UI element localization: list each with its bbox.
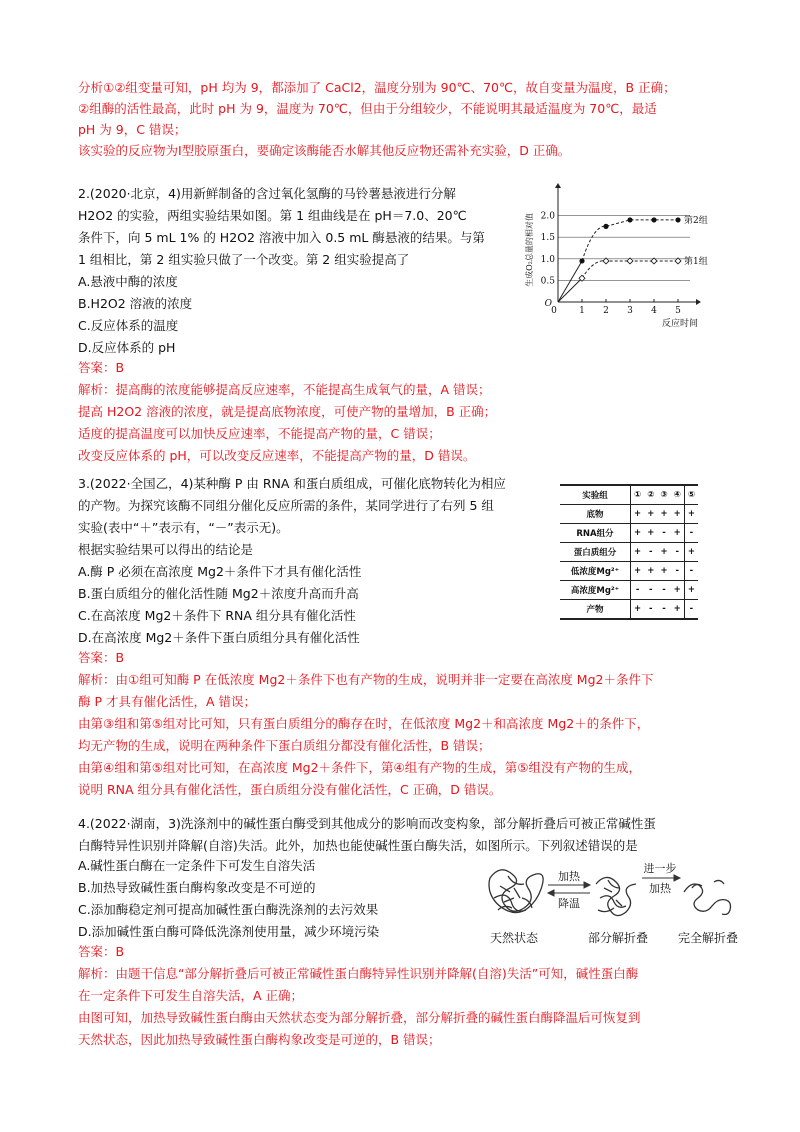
analysis-line: 适度的提高温度可以加快反应速率，不能提高产物的量，C 错误；	[78, 426, 441, 441]
table-cell: 产物	[560, 600, 631, 620]
option-a: A.悬液中酶的浓度	[78, 274, 178, 289]
table-cell: +	[684, 581, 698, 600]
table-row	[560, 562, 698, 581]
table-row	[560, 600, 698, 620]
option-b: B.蛋白质组分的催化活性随 Mg2＋浓度升高而升高	[78, 586, 359, 601]
y-tick-label: 1.0	[540, 254, 555, 265]
table-cell: -	[657, 600, 670, 620]
table-cell: 低浓度Mg²⁺	[560, 562, 631, 581]
table-cell: +	[671, 600, 685, 620]
table-cell: +	[631, 600, 645, 620]
table-cell: ①	[631, 485, 645, 505]
unfolded-protein-icon	[684, 880, 731, 914]
x-tick-label: 1	[579, 306, 585, 316]
x-axis-arrow-icon	[696, 299, 701, 305]
text-line: pH 为 9，C 错误；	[78, 122, 187, 137]
table-cell: 蛋白质组分	[560, 543, 631, 562]
question-stem-line: 的产物。为探究该酶不同组分催化反应所需的条件，某同学进行了右列 5 组	[78, 498, 494, 513]
table-cell: 实验组	[560, 485, 631, 505]
series-label: 第2组	[684, 215, 708, 226]
table-header-row	[560, 485, 698, 505]
question-stem-line: 1 组相比，第 2 组实验只做了一个改变。第 2 组实验提高了	[78, 252, 410, 267]
experiment-table	[560, 484, 698, 620]
table-cell: +	[657, 505, 670, 524]
data-point	[651, 217, 656, 222]
analysis-line: 说明 RNA 组分具有催化活性，蛋白质组分没有催化活性，C 正确，D 错误。	[78, 782, 502, 797]
analysis-line: 由第④组和第⑤组对比可知，在高浓度 Mg2＋条件下，第④组有产物的生成，第⑤组没有产物的生成，	[78, 760, 641, 775]
table-cell: -	[684, 600, 698, 620]
state-label: 部分解折叠	[587, 931, 649, 945]
question-stem-line: 条件下，向 5 mL 1% 的 H2O2 溶液中加入 0.5 mL 酶悬液的结果。与第	[78, 230, 485, 245]
option-b: B.H2O2 溶液的浓度	[78, 296, 193, 311]
table-cell: +	[631, 543, 645, 562]
further-heat-arrow	[642, 875, 680, 881]
analysis-line: 天然状态，因此加热导致碱性蛋白酶构象改变是可逆的，B 错误；	[78, 1032, 441, 1047]
table-cell: ③	[657, 485, 670, 505]
analysis-line: 解析：提高酶的浓度能够提高反应速率，不能提高生成氧气的量，A 错误；	[78, 382, 491, 397]
data-point	[675, 217, 680, 222]
y-tick-label: 1.5	[540, 233, 555, 244]
table-cell: RNA组分	[560, 524, 631, 543]
analysis-line: 提高 H2O2 溶液的浓度，就是提高底物浓度，可使产物的量增加，B 正确；	[78, 404, 497, 419]
option-d: D.在高浓度 Mg2＋条件下蛋白质组分具有催化活性	[78, 630, 360, 645]
text-line: ②组酶的活性最高，此时 pH 为 9，温度为 70℃，但由于分组较少，不能说明其最适温度为 70℃，最适	[78, 101, 657, 116]
question-stem-line: 根据实验结果可以得出的结论是	[78, 542, 254, 557]
table-cell: ④	[671, 485, 685, 505]
y-axis-label: 生成O₂总量的相对值	[525, 213, 534, 287]
heat-cool-arrow	[548, 882, 590, 896]
table-cell: +	[644, 524, 657, 543]
option-a: A.碱性蛋白酶在一定条件下可发生自溶失活	[78, 858, 316, 873]
origin-label: O	[544, 299, 552, 309]
table-row	[560, 505, 698, 524]
table-cell: +	[657, 543, 670, 562]
state-label: 完全解折叠	[677, 931, 739, 945]
table-cell: +	[684, 543, 698, 562]
arrow-label: 加热	[558, 870, 580, 883]
table-cell: +	[644, 505, 657, 524]
y-axis-arrow-icon	[555, 183, 561, 188]
table-cell: -	[644, 581, 657, 600]
option-c: C.添加酶稳定剂可提高加碱性蛋白酶洗涤剂的去污效果	[78, 902, 379, 917]
analysis-line: 均无产物的生成，说明在两种条件下蛋白质组分都没有催化活性，B 错误；	[78, 738, 491, 753]
data-point	[579, 258, 584, 263]
analysis-line: 在一定条件下可发生自溶失活，A 正确；	[78, 988, 304, 1003]
data-point	[627, 217, 632, 222]
native-protein-icon	[489, 870, 543, 913]
protein-folding-figure	[478, 858, 748, 950]
state-label: 天然状态	[489, 931, 539, 945]
table-cell: ⑤	[684, 485, 698, 505]
table-cell: -	[684, 562, 698, 581]
table-cell: 高浓度Mg²⁺	[560, 581, 631, 600]
table-cell: +	[671, 524, 685, 543]
question-stem-line: 4.(2022·湖南，3)洗涤剂中的碱性蛋白酶受到其他成分的影响而改变构象，部分解折叠后可被正常碱性蛋	[78, 816, 656, 831]
table-cell: +	[631, 505, 645, 524]
option-d: D.添加碱性蛋白酶可降低洗涤剂使用量，减少环境污染	[78, 924, 380, 939]
x-tick-label: 2	[603, 306, 609, 316]
question-stem-line: 实验(表中“＋”表示有，“－”表示无)。	[78, 520, 289, 535]
table-cell: +	[631, 524, 645, 543]
arrow-label: 加热	[649, 882, 671, 895]
table-cell: -	[671, 543, 685, 562]
question-stem-line: 白酶特异性识别并降解(自溶)失活。此外，加热也能使碱性蛋白酶失活，如图所示。下列叙述错误的是	[78, 838, 638, 853]
question-stem-line: 3.(2022·全国乙，4)某种酶 P 由 RNA 和蛋白质组成，可催化底物转化为相应	[78, 476, 506, 491]
option-a: A.酶 P 必须在高浓度 Mg2＋条件下才具有催化活性	[78, 564, 362, 579]
data-point	[603, 224, 608, 229]
partially-unfolded-protein-icon	[596, 877, 636, 915]
x-tick-label: 4	[651, 306, 657, 316]
y-tick-label: 0.5	[540, 276, 555, 287]
answer: 答案：B	[78, 360, 125, 375]
table-cell: -	[657, 524, 670, 543]
option-d: D.反应体系的 pH	[78, 340, 176, 355]
answer: 答案：B	[78, 944, 125, 959]
question-stem-line: 2.(2020·北京，4)用新鲜制备的含过氧化氢酶的马铃薯悬液进行分解	[78, 186, 456, 201]
analysis-line: 由图可知，加热导致碱性蛋白酶由天然状态变为部分解折叠，部分解折叠的碱性蛋白酶降温后可恢复到	[78, 1010, 641, 1025]
text-line: 分析①②组变量可知，pH 均为 9，都添加了 CaCl2，温度分别为 90℃、70℃，故自变量为温度，B 正确；	[78, 80, 676, 95]
table-cell: -	[644, 543, 657, 562]
analysis-line: 由第③组和第⑤组对比可知，只有蛋白质组分的酶存在时，在低浓度 Mg2＋和高浓度 Mg2＋的条件下，	[78, 716, 650, 731]
table-cell: 底物	[560, 505, 631, 524]
option-c: C.反应体系的温度	[78, 318, 179, 333]
analysis-line: 改变反应体系的 pH，可以改变反应速率，不能提高产物的量，D 错误。	[78, 448, 476, 463]
table-cell: -	[631, 581, 645, 600]
table-cell: -	[657, 581, 670, 600]
x-tick-label: 5	[675, 306, 681, 316]
table-row	[560, 543, 698, 562]
option-b: B.加热导致碱性蛋白酶构象改变是不可逆的	[78, 880, 316, 895]
table-cell: +	[671, 581, 685, 600]
question-stem-line: H2O2 的实验，两组实验结果如图。第 1 组曲线是在 pH＝7.0、20℃	[78, 208, 467, 223]
table-cell: +	[657, 562, 670, 581]
arrow-label: 降温	[558, 897, 580, 910]
table-cell: +	[684, 505, 698, 524]
series-line-dashed	[582, 220, 678, 261]
series-label: 第1组	[684, 256, 708, 267]
table-cell: +	[631, 562, 645, 581]
analysis-line: 解析：由①组可知酶 P 在低浓度 Mg2＋条件下也有产物的生成，说明并非一定要在高浓度 Mg2＋条件下	[78, 672, 654, 687]
x-axis-label: 反应时间	[661, 319, 699, 328]
option-c: C.在高浓度 Mg2＋条件下 RNA 组分具有催化活性	[78, 608, 356, 623]
table-cell: +	[671, 505, 685, 524]
x-tick-label: 3	[627, 306, 633, 316]
line-chart	[520, 180, 725, 328]
answer: 答案：B	[78, 650, 125, 665]
table-row	[560, 581, 698, 600]
y-tick-label: 2.0	[540, 211, 555, 222]
table-cell: +	[644, 562, 657, 581]
text-line: 该实验的反应物为Ⅰ型胶原蛋白，要确定该酶能否水解其他反应物还需补充实验，D 正确。	[78, 143, 571, 158]
table-cell: -	[671, 562, 685, 581]
table-cell: -	[684, 524, 698, 543]
table-row	[560, 524, 698, 543]
table-cell: ②	[644, 485, 657, 505]
table-cell: -	[644, 600, 657, 620]
analysis-line: 酶 P 才具有催化活性，A 错误；	[78, 694, 257, 709]
x-tick-label: 0	[551, 306, 557, 316]
analysis-line: 解析：由题干信息“部分解折叠后可被正常碱性蛋白酶特异性识别并降解(自溶)失活”可知，碱性蛋白酶	[78, 966, 639, 981]
arrow-label: 进一步	[643, 862, 677, 875]
